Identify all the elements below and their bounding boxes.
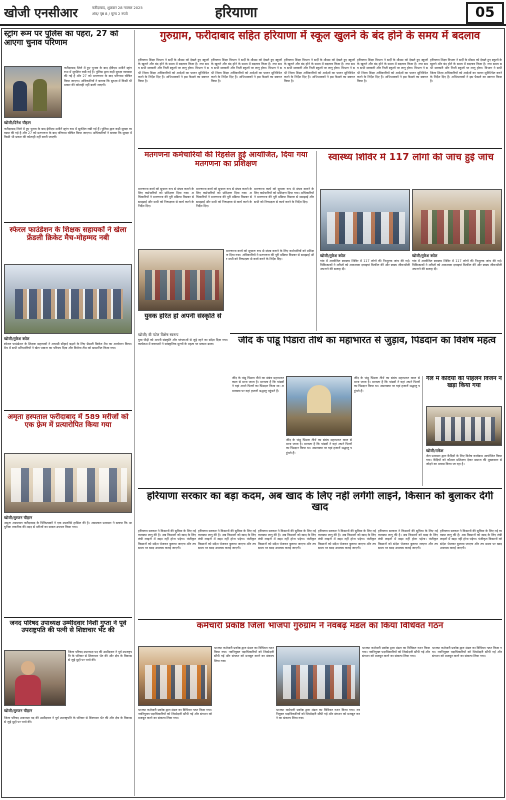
cricket-headline: स्फेरल फाउंडेशन के शिक्षक सहायकों ने खेला फ्रेंडली क्रिकेट मैच-मोहम्मद नबी (9, 226, 127, 242)
health-camp-caption-1: खोजी/मुकेश बघेल (320, 253, 346, 258)
schools-body-3: हरियाणा शिक्षा विभाग ने सर्दी के मौसम को देखते हुए स्कूलों के खुलने और बंद होने के समय में बदलाव किया है। नया समय सभी सरकारी और निजी स्कूलों पर लागू होगा। विभाग ने सभी जिला शिक्षा अधिकारियों को आदेशों का पालन सुनिश्चित करने के निर्देश दिए हैं। अभिभावकों ने इस फैसले का स्वागत किया है। (284, 58, 355, 84)
bjp-body-4: भाजपा कर्मचारी प्रकोष्ठ द्वारा मंडल का विधिवत गठन किया गया। नवनियुक्त पदाधिकारियों को जिम्मेदारी सौंपी गई और संगठन को मजबूत करने का संकल्प लिया गया। (138, 708, 212, 721)
issue-date: फरीदाबाद, शुक्रवार 28 नवम्बर 2025 (92, 6, 143, 10)
schools-body-2: हरियाणा शिक्षा विभाग ने सर्दी के मौसम को देखते हुए स्कूलों के खुलने और बंद होने के समय में बदलाव किया है। नया समय सभी सरकारी और निजी स्कूलों पर लागू होगा। विभाग ने सभी जिला शिक्षा अधिकारियों को आदेशों का पालन सुनिश्चित करने के निर्देश दिए हैं। अभिभावकों ने इस फैसले का स्वागत किया है। (211, 58, 282, 84)
health-camp-headline: स्वास्थ्य शिविर में 117 लोगों की जांच हुई जांच (328, 153, 494, 163)
brand-name: खोजी एनसीआर (4, 5, 78, 20)
candidate-body-a: जिला परिषद उपाध्यक्ष पद की उम्मीदवार ने पूर्व उपराष्ट्रपति के परिवार से शिष्टाचार भेंट की और क्षेत्र के विकास से जुड़े मुद्दों पर चर्चा की। (68, 650, 132, 663)
candidate-caption: खोजी/सुरजन चौहान (4, 708, 33, 713)
fertilizer-body-1: हरियाणा सरकार ने किसानों की सुविधा के लिए नई व्यवस्था लागू की है। अब किसानों को खाद के लिए लंबी लाइनों में खड़ा नहीं होना पड़ेगा। पंजीकृत किसानों को संदेश भेजकर बुलाया जाएगा और तय समय पर खाद उपलब्ध कराई जाएगी। (138, 529, 196, 550)
prisoner-caption: खोजी/राकेश (426, 448, 444, 453)
bjp-body-3: भाजपा कर्मचारी प्रकोष्ठ द्वारा मंडल का विधिवत गठन किया गया। नवनियुक्त पदाधिकारियों को जिम्मेदारी सौंपी गई और संगठन को मजबूत करने का संकल्प लिया गया। (432, 646, 502, 659)
rehearsal-body-2: मतगणना कार्य को सुचारू रूप से संपन्न कराने के लिए कर्मचारियों को प्रशिक्षण दिया गया। अधिकारियों ने मतगणना की पूरी प्रक्रिया विस्तार से समझाई और सभी को निष्पक्षता से कार्य करने के निर्देश दिए। (196, 187, 252, 208)
bjp-body-5: भाजपा कर्मचारी प्रकोष्ठ द्वारा मंडल का विधिवत गठन किया गया। नवनियुक्त पदाधिकारियों को जिम्मेदारी सौंपी गई और संगठन को मजबूत करने का संकल्प लिया गया। (276, 708, 360, 721)
hospital-caption: खोजी/सुरजन चौहान (4, 515, 33, 520)
health-camp-caption-2: खोजी/मुकेश बघेल (412, 253, 438, 258)
schools-body-1: हरियाणा शिक्षा विभाग ने सर्दी के मौसम को देखते हुए स्कूलों के खुलने और बंद होने के समय में बदलाव किया है। नया समय सभी सरकारी और निजी स्कूलों पर लागू होगा। विभाग ने सभी जिला शिक्षा अधिकारियों को आदेशों का पालन सुनिश्चित करने के निर्देश दिए हैं। अभिभावकों ने इस फैसले का स्वागत किया है। (138, 58, 209, 84)
hospital-body: अमृता अस्पताल फरीदाबाद के चिकित्सकों ने एक उपलब्धि हासिल की है। अस्पताल प्रशासन ने बताया कि आधुनिक तकनीक की मदद से मरीजों का सफल उपचार किया गया। (4, 521, 132, 530)
strong-room-body-a: फरीदाबाद जिले में हुए चुनाव के बाद ईवीएम मशीनें स्ट्रांग रूम में सुरक्षित रखी गई हैं। पुलिस द्वारा कड़ी सुरक्षा व्यवस्था की गई है और 27 को मतगणना के बाद परिणाम घोषित किया जाएगा। अधिकारियों ने बताया कि सुरक्षा में किसी भी प्रकार की कोताही नहीं बरती जाएगी। (64, 66, 132, 87)
cricket-caption: खोजी/मुकेश बघेल (4, 336, 30, 341)
fertilizer-body-3: हरियाणा सरकार ने किसानों की सुविधा के लिए नई व्यवस्था लागू की है। अब किसानों को खाद के लिए लंबी लाइनों में खड़ा नहीं होना पड़ेगा। पंजीकृत किसानों को संदेश भेजकर बुलाया जाएगा और तय समय पर खाद उपलब्ध कराई जाएगी। (258, 529, 316, 550)
schools-body-5: हरियाणा शिक्षा विभाग ने सर्दी के मौसम को देखते हुए स्कूलों के खुलने और बंद होने के समय में बदलाव किया है। नया समय सभी सरकारी और निजी स्कूलों पर लागू होगा। विभाग ने सभी जिला शिक्षा अधिकारियों को आदेशों का पालन सुनिश्चित करने के निर्देश दिए हैं। अभिभावकों ने इस फैसले का स्वागत किया है। (430, 58, 502, 84)
masthead-meta (92, 5, 202, 21)
pindara-body-3: जींद के पांडू पिंडारा तीर्थ का संबंध महाभारत काल से माना जाता है। मान्यता है कि पांडवों ने यहां अपने पितरों का पिंडदान किया था। अमावस्या पर यहां हजारों श्रद्धालु पहुंचते हैं। (354, 376, 420, 393)
issue-info: अंक/ पृष्ठ 8 / मूल्य 2 रुपये (92, 12, 128, 16)
bjp-headline: कर्मचारी प्रकोष्ठ जिला भाजपा गुरुग्राम ने नवबढ़ मंडल का किया विधिवत गठन (196, 622, 444, 631)
youth-sub: खोजी/ बी पटेल विशेष स्वरूप (138, 332, 179, 337)
pindara-body-2: जींद के पांडू पिंडारा तीर्थ का संबंध महाभारत काल से माना जाता है। मान्यता है कि पांडवों ने यहां अपने पितरों का पिंडदान किया था। अमावस्या पर यहां हजारों श्रद्धालु पहुंचते हैं। (286, 438, 352, 455)
candidate-body-b: जिला परिषद उपाध्यक्ष पद की उम्मीदवार ने पूर्व उपराष्ट्रपति के परिवार से शिष्टाचार भेंट की और क्षेत्र के विकास से जुड़े मुद्दों पर चर्चा की। (4, 716, 132, 725)
prisoner-body: जेल प्रशासन द्वारा कैदियों के लिए विशेष कार्यक्रम आयोजित किया गया। कैदियों को कौशल प्रशिक्षण देकर समाज की मुख्यधारा से जोड़ने का प्रयास किया जा रहा है। (426, 454, 502, 467)
pindara-body-1: जींद के पांडू पिंडारा तीर्थ का संबंध महाभारत काल से माना जाता है। मान्यता है कि पांडवों ने यहां अपने पितरों का पिंडदान किया था। अमावस्या पर यहां हजारों श्रद्धालु पहुंचते हैं। (232, 376, 284, 393)
strong-room-body-b: फरीदाबाद जिले में हुए चुनाव के बाद ईवीएम मशीनें स्ट्रांग रूम में सुरक्षित रखी गई हैं। पुलिस द्वारा कड़ी सुरक्षा व्यवस्था की गई है और 27 को मतगणना के बाद परिणाम घोषित किया जाएगा। अधिकारियों ने बताया कि सुरक्षा में किसी भी प्रकार की कोताही नहीं बरती जाएगी। (4, 127, 132, 140)
page-number: 05 (475, 5, 495, 21)
schools-body-4: हरियाणा शिक्षा विभाग ने सर्दी के मौसम को देखते हुए स्कूलों के खुलने और बंद होने के समय में बदलाव किया है। नया समय सभी सरकारी और निजी स्कूलों पर लागू होगा। विभाग ने सभी जिला शिक्षा अधिकारियों को आदेशों का पालन सुनिश्चित करने के निर्देश दिए हैं। अभिभावकों ने इस फैसले का स्वागत किया है। (357, 58, 428, 84)
schools-headline: गुरुग्राम, फरीदाबाद सहित हरियाणा में स्कूल खुलने के बंद होने के समय में बदलाव (159, 30, 481, 42)
strong-room-headline: स्ट्रांग रूम पर पुलिस का पहरा, 27 को आएगा चुनाव परिणाम (4, 30, 119, 47)
prisoner-headline: गेल में कैदियों की पहिलन विजन न खड़ा किया गया (426, 376, 502, 389)
brand-logo (4, 4, 90, 22)
fertilizer-body-4: हरियाणा सरकार ने किसानों की सुविधा के लिए नई व्यवस्था लागू की है। अब किसानों को खाद के लिए लंबी लाइनों में खड़ा नहीं होना पड़ेगा। पंजीकृत किसानों को संदेश भेजकर बुलाया जाएगा और तय समय पर खाद उपलब्ध कराई जाएगी। (318, 529, 376, 550)
section-title: हरियाणा (215, 5, 258, 21)
rehearsal-body-1: मतगणना कार्य को सुचारू रूप से संपन्न कराने के लिए कर्मचारियों को प्रशिक्षण दिया गया। अधिकारियों ने मतगणना की पूरी प्रक्रिया विस्तार से समझाई और सभी को निष्पक्षता से कार्य करने के निर्देश दिए। (138, 187, 194, 208)
pindara-headline: जींद के पांडू पिंडारा तीर्थ का महाभारत से जुड़ाव, पिंडदान का विशेष महत्व (238, 336, 496, 346)
health-camp-body-1: गांव में आयोजित स्वास्थ्य शिविर में 117 लोगों की निःशुल्क जांच की गई। चिकित्सकों ने मरीजों को आवश्यक दवाइयां वितरित कीं और स्वस्थ जीवनशैली अपनाने की सलाह दी। (320, 259, 410, 272)
youth-headline: युवक हरित हो अपनी संस्कृति से (144, 313, 222, 320)
rehearsal-body-4: मतगणना कार्य को सुचारू रूप से संपन्न कराने के लिए कर्मचारियों को प्रशिक्षण दिया गया। अधिकारियों ने मतगणना की पूरी प्रक्रिया विस्तार से समझाई और सभी को निष्पक्षता से कार्य करने के निर्देश दिए। (226, 249, 314, 262)
bjp-body-2: भाजपा कर्मचारी प्रकोष्ठ द्वारा मंडल का विधिवत गठन किया गया। नवनियुक्त पदाधिकारियों को जिम्मेदारी सौंपी गई और संगठन को मजबूत करने का संकल्प लिया गया। (362, 646, 430, 659)
masthead (0, 0, 506, 26)
fertilizer-body-5: हरियाणा सरकार ने किसानों की सुविधा के लिए नई व्यवस्था लागू की है। अब किसानों को खाद के लिए लंबी लाइनों में खड़ा नहीं होना पड़ेगा। पंजीकृत किसानों को संदेश भेजकर बुलाया जाएगा और तय समय पर खाद उपलब्ध कराई जाएगी। (378, 529, 438, 550)
cricket-body: स्फेरल फाउंडेशन के शिक्षक सहायकों ने आपसी सौहार्द बढ़ाने के लिए फ्रेंडली क्रिकेट मैच का आयोजन किया। मैच में सभी प्रतिभागियों ने खेल भावना का परिचय दिया और विजेता टीम को सम्मानित किया गया। (4, 342, 132, 351)
fertilizer-body-6: हरियाणा सरकार ने किसानों की सुविधा के लिए नई व्यवस्था लागू की है। अब किसानों को खाद के लिए लंबी लाइनों में खड़ा नहीं होना पड़ेगा। पंजीकृत किसानों को संदेश भेजकर बुलाया जाएगा और तय समय पर खाद उपलब्ध कराई जाएगी। (440, 529, 502, 550)
health-camp-body-2: गांव में आयोजित स्वास्थ्य शिविर में 117 लोगों की निःशुल्क जांच की गई। चिकित्सकों ने मरीजों को आवश्यक दवाइयां वितरित कीं और स्वस्थ जीवनशैली अपनाने की सलाह दी। (412, 259, 502, 272)
fertilizer-body-2: हरियाणा सरकार ने किसानों की सुविधा के लिए नई व्यवस्था लागू की है। अब किसानों को खाद के लिए लंबी लाइनों में खड़ा नहीं होना पड़ेगा। पंजीकृत किसानों को संदेश भेजकर बुलाया जाएगा और तय समय पर खाद उपलब्ध कराई जाएगी। (198, 529, 256, 550)
candidate-headline: जनद परिषद उपाध्यक्ष उम्मीदवार निशी गुप्ता ने पूर्व उपराष्ट्रपति की पत्नी से शिष्टाचार भेंट की (9, 620, 127, 635)
strong-room-caption: खोजी/दिनेश चौहान (4, 120, 31, 125)
page-border (1, 28, 505, 798)
bjp-body-1: भाजपा कर्मचारी प्रकोष्ठ द्वारा मंडल का विधिवत गठन किया गया। नवनियुक्त पदाधिकारियों को जिम्मेदारी सौंपी गई और संगठन को मजबूत करने का संकल्प लिया गया। (214, 646, 274, 663)
hospital-headline: अमृता हस्पताल फरीदाबाद में 589 मरीजों को एक फ़्रेम में प्रत्यारोपित किया गया (7, 413, 129, 429)
page-number-box (466, 2, 504, 24)
fertilizer-headline: हरियाणा सरकार का बड़ा कदम, अब खाद के लिए नहीं लगेंगी लाइनें, किसान को बुलाकर देगी खाद (146, 491, 494, 514)
rehearsal-headline: मतगणना कर्मचारियों की रिहर्सल हुई आयोजित, दिया गया मतगणना का प्रशिक्षण (144, 151, 308, 168)
rehearsal-body-3: मतगणना कार्य को सुचारू रूप से संपन्न कराने के लिए कर्मचारियों को प्रशिक्षण दिया गया। अधिकारियों ने मतगणना की पूरी प्रक्रिया विस्तार से समझाई और सभी को निष्पक्षता से कार्य करने के निर्देश दिए। (254, 187, 314, 204)
youth-body: युवा पीढ़ी को अपनी संस्कृति और परंपराओं से जुड़े रहने का संदेश दिया गया। कार्यक्रम में वक्ताओं ने सांस्कृतिक मूल्यों के महत्व पर प्रकाश डाला। (138, 338, 228, 347)
